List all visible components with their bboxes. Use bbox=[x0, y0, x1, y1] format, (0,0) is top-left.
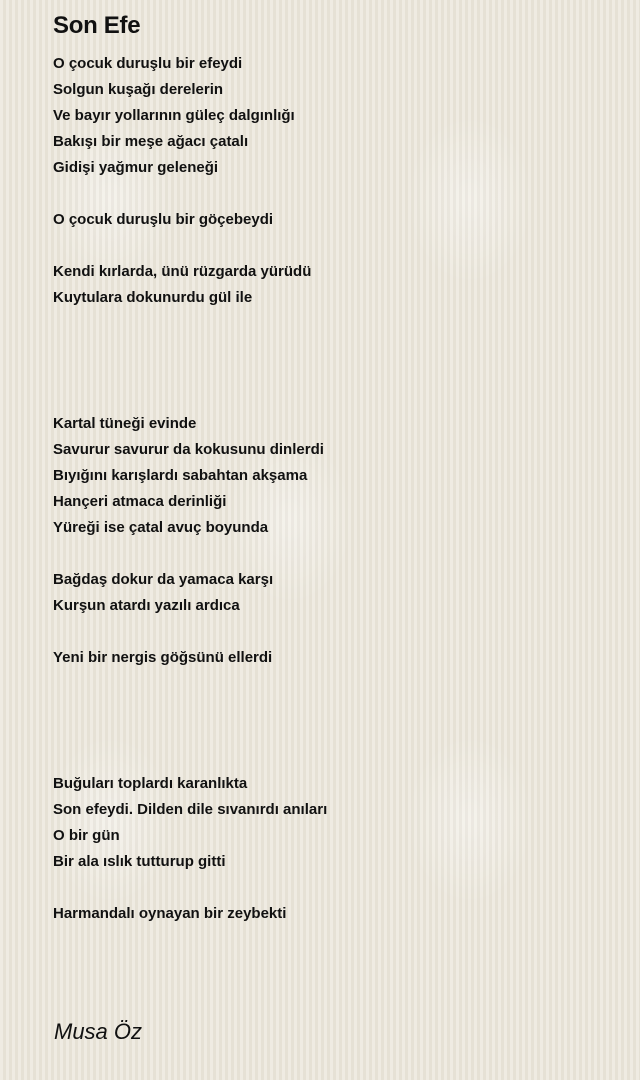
poem-line: Bakışı bir meşe ağacı çatalı bbox=[53, 133, 249, 150]
poem-line: Bağdaş dokur da yamaca karşı bbox=[53, 571, 274, 588]
poem-line: Solgun kuşağı derelerin bbox=[53, 81, 224, 98]
poem-line: Kurşun atardı yazılı ardıca bbox=[53, 597, 240, 614]
poem-line: Buğuları toplardı karanlıkta bbox=[53, 775, 248, 792]
poem-line: Hançeri atmaca derinliği bbox=[53, 493, 227, 510]
poem-line: O bir gün bbox=[53, 827, 120, 844]
poem-line: O çocuk duruşlu bir göçebeydi bbox=[53, 211, 274, 228]
poem-line: Son efeydi. Dilden dile sıvanırdı anıları bbox=[53, 801, 328, 818]
poem-line: Yüreği ise çatal avuç boyunda bbox=[53, 519, 269, 536]
poem-line: Yeni bir nergis göğsünü ellerdi bbox=[53, 649, 273, 666]
poem-line: Savurur savurur da kokusunu dinlerdi bbox=[53, 441, 324, 458]
poem-line: Gidişi yağmur geleneği bbox=[53, 159, 219, 176]
poem-line: O çocuk duruşlu bir efeydi bbox=[53, 55, 243, 72]
poem-line: Harmandalı oynayan bir zeybekti bbox=[53, 905, 287, 922]
poem-line: Kartal tüneği evinde bbox=[53, 415, 197, 432]
poem-line: Kendi kırlarda, ünü rüzgarda yürüdü bbox=[53, 263, 312, 280]
poem-title: Son Efe bbox=[53, 12, 141, 39]
poem-line: Bıyığını karışlardı sabahtan akşama bbox=[53, 467, 308, 484]
poem-line: Bir ala ıslık tutturup gitti bbox=[53, 853, 226, 870]
poem-line: Ve bayır yollarının güleç dalgınlığı bbox=[53, 107, 295, 124]
poem-author: Musa Öz bbox=[54, 1019, 143, 1044]
poem-line: Kuytulara dokunurdu gül ile bbox=[53, 289, 253, 306]
